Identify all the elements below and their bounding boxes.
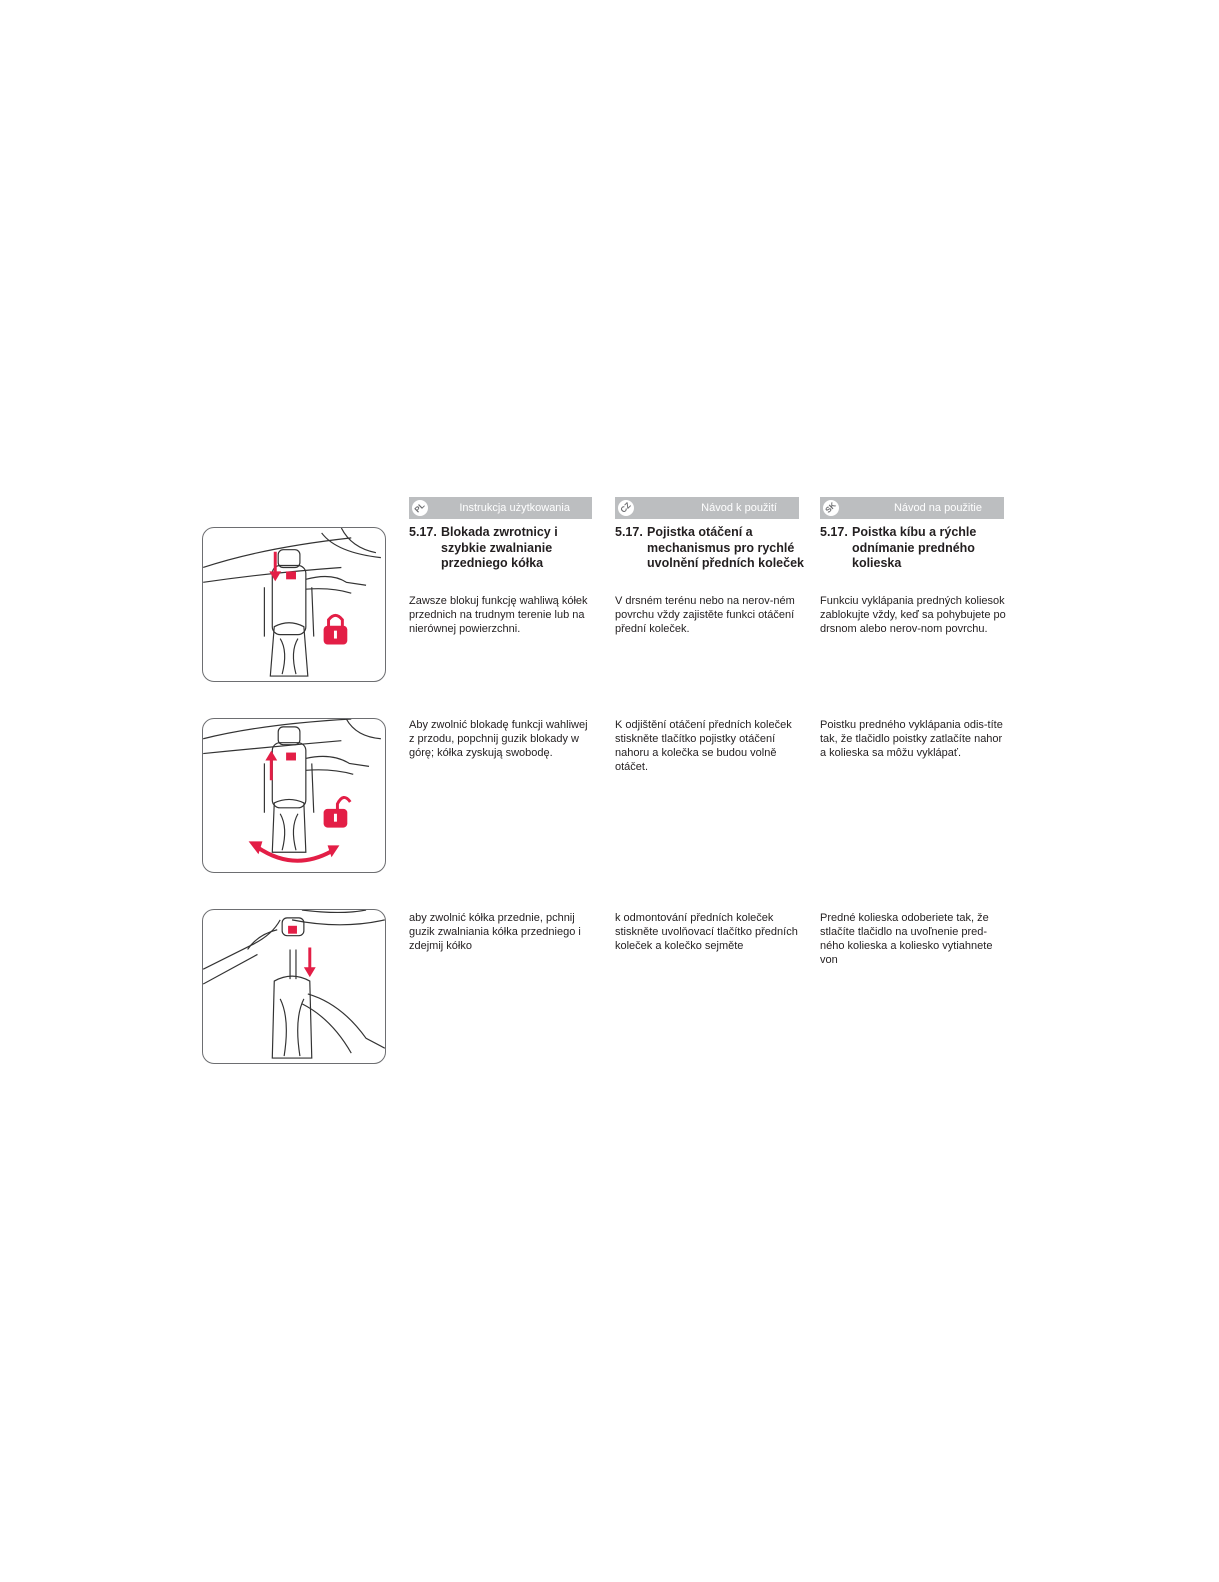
step1-text-cz: V drsném terénu nebo na nerov-ném povrchu vždy zajistěte funkci otáčení přední koleček.: [615, 595, 795, 635]
lang-badge-cz: CZ: [613, 495, 638, 520]
section-heading-sk: [820, 525, 1010, 572]
step2-text-cz: K odjištění otáčení předních koleček stiskněte tlačítko pojistky otáčení nahoru a kolečka se budou volně otáčet.: [615, 719, 792, 773]
section-number: 5.17.: [615, 525, 643, 539]
section-title: Pojistka otáčení a mechanismus pro rychlé uvolnění předních koleček: [647, 525, 804, 570]
lang-label-cz: Návod k použití: [701, 502, 777, 514]
illustration-lock-svg: [203, 528, 385, 681]
section-number: 5.17.: [820, 525, 848, 539]
release-button-marker: [288, 926, 297, 934]
section-number: 5.17.: [409, 525, 437, 539]
unlock-button-marker: [286, 753, 296, 761]
illustration-release-svg: [203, 910, 385, 1063]
release-arrow-icon: [304, 948, 316, 978]
lang-bar-pl: [409, 497, 592, 519]
section-title: Poistka kíbu a rýchle odnímanie predného kolieska: [852, 525, 977, 570]
section-title: Blokada zwrotnicy i szybkie zwalnianie przedniego kółka: [441, 525, 558, 570]
lang-label-sk: Návod na použitie: [893, 502, 982, 514]
step3-text-cz: k odmontování předních koleček stiskněte uvolňovací tlačítko předních koleček a kolečko sejměte: [615, 912, 798, 952]
section-heading-pl: [409, 525, 599, 572]
up-arrow-icon: [265, 751, 277, 781]
step2-text-sk: Poistku predného vyklápania odis-títe tak, že tlačidlo poistky zatlačíte nahor a kolieska sa môžu vyklápať.: [820, 719, 1003, 759]
lang-badge-sk: SK: [818, 495, 843, 520]
illustration-lock-swivel: [202, 527, 386, 682]
lang-bar-cz: [615, 497, 799, 519]
step3-text-sk: Predné kolieska odoberiete tak, že stlačíte tlačidlo na uvoľnenie pred-ného kolieska a koliesko vytiahnete von: [820, 912, 993, 966]
lang-bar-sk: [820, 497, 1004, 519]
padlock-unlocked-icon: [324, 797, 351, 827]
padlock-locked-icon: [324, 615, 348, 644]
section-heading-cz: [615, 525, 805, 572]
lang-badge-pl: PL: [407, 495, 432, 520]
lock-button-marker: [286, 571, 296, 579]
illustration-unlock-svg: [203, 719, 385, 872]
swivel-arrow-icon: [249, 841, 340, 860]
step3-text-pl: aby zwolnić kółka przednie, pchnij guzik zwalniania kółka przedniego i zdejmij kółko: [409, 912, 581, 952]
step1-text-sk: Funkciu vyklápania predných koliesok zablokujte vždy, keď sa pohybujete po drsnom alebo nerov-nom povrchu.: [820, 595, 1006, 635]
illustration-unlock-swivel: [202, 718, 386, 873]
lang-label-pl: Instrukcja użytkowania: [459, 502, 570, 514]
step2-text-pl: Aby zwolnić blokadę funkcji wahliwej z przodu, popchnij guzik blokady w górę; kółka zyskują swobodę.: [409, 719, 588, 759]
step1-text-pl: Zawsze blokuj funkcję wahliwą kółek przednich na trudnym terenie lub na nierównej powierzchni.: [409, 595, 588, 635]
illustration-wheel-release: [202, 909, 386, 1064]
